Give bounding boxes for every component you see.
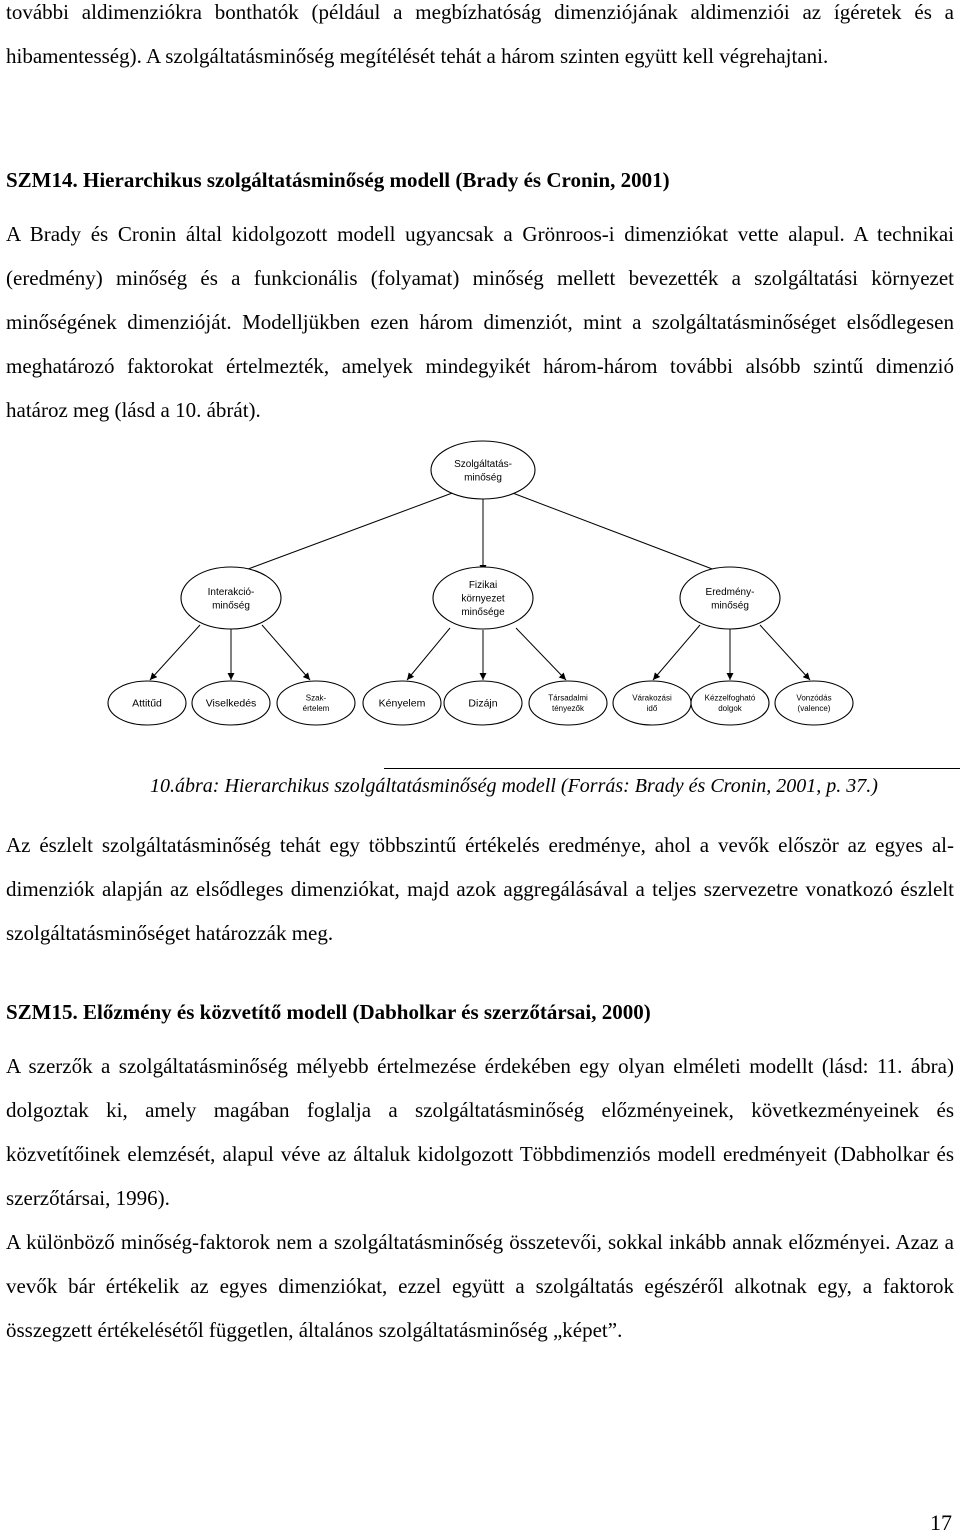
node-level1-1-label: Fizikai (468, 580, 498, 591)
edge-outcome-valence (760, 625, 810, 680)
hierarchical-model-diagram (0, 430, 960, 750)
node-level2-6 (613, 681, 691, 725)
node-level2-7-shape (691, 681, 769, 725)
edge-interaction-attitude (150, 625, 200, 680)
node-level1-0-label: Interakció- (207, 586, 255, 598)
node-level2-3 (363, 681, 441, 725)
node-level2-7-label: dolgok (718, 704, 742, 714)
node-level2-0 (108, 681, 186, 725)
paragraph-brady-cronin: A Brady és Cronin által kidolgozott modell ugyancsak a Grönroos-i dimenziókat vette alapul. A technikai (eredmény) minőség és a funkcionális (folyamat) minőség mellett bevezették a szolgáltatási környezet minőségének dimenzióját. Modelljükben ezen három dimenziót, mint a szolgáltatásminőséget elsődlegesen meghatározó faktorokat értelmezték, amelyek mindegyikét három-három további alsóbb szintű dimenzió határoz meg (lásd a 10. ábrát). (6, 222, 954, 422)
caption-rule (384, 768, 960, 769)
node-level1-2 (680, 567, 780, 629)
edge-root-interaction (232, 492, 455, 575)
node-level2-6-label: Várakozási (632, 693, 672, 703)
edge-root-outcome (510, 492, 728, 575)
node-level2-7 (691, 681, 769, 725)
node-level2-8-label: Vonzódás (796, 693, 832, 703)
node-root (431, 441, 535, 499)
node-level1-1-label: minősége (461, 607, 505, 618)
paragraph-perceived-quality: Az észlelt szolgáltatásminőség tehát egy többszintű értékelés eredménye, ahol a vevők először az egyes al-dimenziók alapján az elsődleges dimenziókat, majd azok aggregálásával a teljes szervezetre vonatkozó észlelt szolgáltatásminőséget határozzák meg. (6, 833, 954, 945)
edge-physical-social (516, 628, 566, 680)
section-heading-szm14: SZM14. Hierarchikus szolgáltatásminőség modell (Brady és Cronin, 2001) (6, 168, 670, 192)
node-level1-0-label: minőség (212, 600, 250, 612)
paragraph-intro-continued: további aldimenziókra bonthatók (például a megbízhatóság dimenziójának aldimenziói az ígéretek és a hibamentesség). A szolgáltatásminőség megítélését tehát a három szinten együtt kell végrehajtani. (6, 0, 954, 68)
node-level2-6-shape (613, 681, 691, 725)
node-level2-4 (444, 681, 522, 725)
node-root-label: Szolgáltatás- (454, 458, 512, 470)
node-level1-2-label: minőség (711, 600, 749, 612)
node-level1-2-label: Eredmény- (705, 586, 755, 598)
node-level2-6-label: idő (646, 704, 658, 714)
node-level2-2-shape (277, 681, 355, 725)
node-level2-8-label: (valence) (797, 704, 831, 714)
node-level2-4-label: Dizájn (468, 697, 498, 710)
node-level2-5-shape (529, 681, 607, 725)
node-level2-7-label: Kézzelfogható (704, 693, 756, 703)
paragraph-dabholkar: A szerzők a szolgáltatásminőség mélyebb értelmezése érdekében egy olyan elméleti modellt (lásd: 11. ábra) dolgoztak ki, amely magában foglalja a szolgáltatásminőség előzményeinek, következményeinek és közvetítőinek elemzését, alapul véve az általuk kidolgozott Többdimenziós modell eredményeit (Dabholkar és szerzőtársai, 1996). (6, 1054, 954, 1210)
node-level2-8 (775, 681, 853, 725)
node-root-label: minőség (464, 472, 502, 484)
node-level2-3-label: Kényelem (378, 697, 426, 710)
node-level2-8-shape (775, 681, 853, 725)
node-level2-1-label: Viselkedés (205, 697, 257, 710)
node-level1-2-shape (680, 567, 780, 629)
node-level2-1 (192, 681, 270, 725)
node-level1-1 (433, 567, 533, 629)
node-level2-2-label: értelem (302, 704, 330, 714)
node-level2-5-label: tényezők (551, 704, 585, 714)
paragraph-quality-factors: A különböző minőség-faktorok nem a szolgáltatásminőség összetevői, sokkal inkább annak előzményei. Azaz a vevők bár értékelik az egyes dimenziókat, ezzel együtt a szolgáltatás egészéről alkotnak egy, a faktorok összegzett értékelésétől független, általános szolgáltatásminőség „képet”. (6, 1230, 954, 1342)
node-level2-5 (529, 681, 607, 725)
node-level2-2 (277, 681, 355, 725)
node-level2-5-label: Társadalmi (548, 693, 588, 703)
node-root-shape (431, 441, 535, 499)
edge-physical-comfort (407, 628, 450, 680)
node-level2-0-label: Attitűd (132, 697, 162, 710)
edge-interaction-expertise (262, 625, 310, 680)
section-heading-szm15: SZM15. Előzmény és közvetítő modell (Dabholkar és szerzőtársai, 2000) (6, 1000, 651, 1024)
node-level2-2-label: Szak- (305, 693, 327, 703)
page-number: 17 (930, 1510, 952, 1535)
node-level1-0-shape (181, 567, 281, 629)
edge-outcome-waiting (653, 625, 700, 680)
node-level1-0 (181, 567, 281, 629)
node-level1-1-label: környezet (461, 593, 505, 605)
figure-caption: 10.ábra: Hierarchikus szolgáltatásminőség modell (Forrás: Brady és Cronin, 2001, p. 37.) (150, 775, 878, 797)
